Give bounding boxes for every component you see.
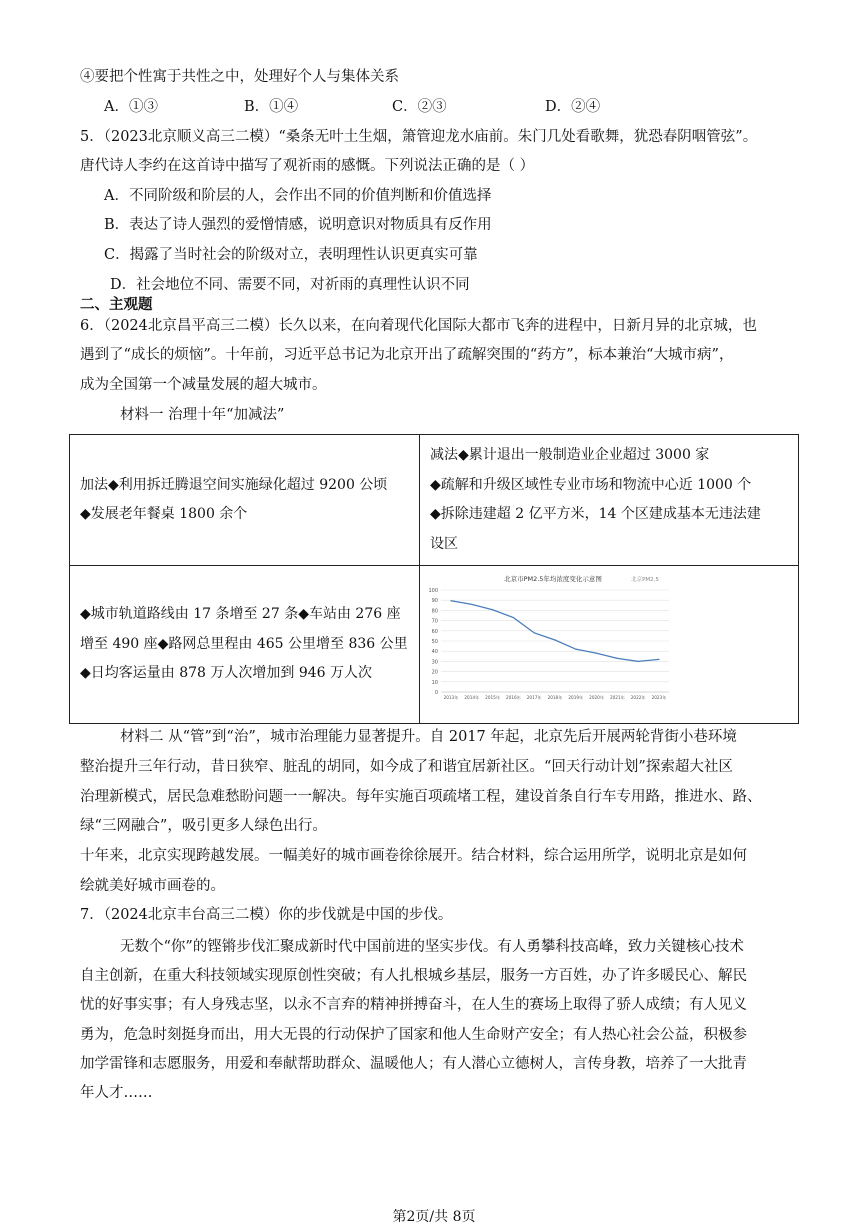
pm25-chart	[423, 570, 675, 710]
x-tick-label: 2023年	[651, 695, 667, 700]
y-tick-label: 0	[434, 690, 438, 696]
page-footer: 第2页/共 8页	[392, 1209, 476, 1225]
data-point	[658, 659, 659, 660]
cell-subtraction	[420, 435, 799, 566]
q7-stem: 7．（2024北京丰台高三二模）你的步伐就是中国的步伐。	[80, 907, 453, 923]
data-point	[450, 600, 451, 601]
y-tick-label: 100	[428, 588, 438, 594]
q7-para-line2: 自主创新，在重大科技领域实现原创性突破；有人扎根城乡基层，服务一方百姓，办了许多暖民心、解民	[80, 968, 747, 984]
material1-title: 材料一 治理十年“加减法”	[120, 407, 285, 423]
material2-line2: 整治提升三年行动，昔日狭窄、脏乱的胡同，如今成了和谐宜居新社区。“回天行动计划”探索超大社区	[80, 759, 733, 775]
sub-item-1: 减法◆累计退出一般制造业企业超过 3000 家	[430, 447, 710, 463]
section-title: 二、主观题	[80, 297, 153, 313]
q4-option-b[interactable]: B．①④	[244, 99, 299, 115]
data-point	[638, 661, 639, 662]
x-tick-label: 2017年	[526, 695, 542, 700]
y-tick-label: 40	[431, 649, 438, 656]
x-tick-label: 2019年	[568, 695, 584, 700]
x-tick-label: 2015年	[485, 695, 501, 700]
data-point	[596, 653, 597, 654]
y-tick-label: 30	[431, 659, 438, 666]
q5-stem-line2: 唐代诗人李约在这首诗中描写了观祈雨的感慨。下列说法正确的是（ ）	[80, 158, 535, 174]
y-tick-label: 50	[431, 639, 438, 645]
add-item-1: 加法◆利用拆迁腾退空间实施绿化超过 9200 公顷	[80, 476, 388, 493]
q6-question-line1: 十年来，北京实现跨越发展。一幅美好的城市画卷徐徐展开。结合材料，综合运用所学，说明北京是如何	[80, 848, 747, 864]
y-tick-label: 20	[431, 669, 438, 676]
q6-stem-line3: 成为全国第一个减量发展的超大城市。	[80, 377, 327, 393]
chart-title: 北京市PM2.5年均浓度变化示意图	[504, 575, 602, 583]
material2-line3: 治理新模式，居民急难愁盼问题一一解决。每年实施百项疏堵工程，建设首条自行车专用路，推进水、路、	[80, 789, 762, 805]
data-point	[575, 649, 576, 650]
q4-options	[104, 97, 600, 117]
sub-item-3: ◆拆除违建超 2 亿平方米，14 个区建成基本无违法建	[430, 506, 761, 522]
x-tick-label: 2013年	[443, 695, 459, 700]
q6-stem-line1: 6．（2024北京昌平高三二模）长久以来，在向着现代化国际大都市飞奔的进程中，日新月异的北京城，也	[80, 318, 757, 334]
cell-addition	[70, 435, 420, 566]
rail-item-1: ◆城市轨道路线由 17 条增至 27 条◆车站由 276 座	[80, 606, 401, 623]
x-tick-label: 2016年	[505, 695, 521, 700]
q5-option-d[interactable]: D．社会地位不同、需要不同，对祈雨的真理性认识不同	[110, 277, 470, 293]
data-point	[534, 632, 535, 633]
sub-item-4: 设区	[430, 535, 458, 552]
rail-item-2: 增至 490 座◆路网总里程由 465 公里增至 836 公里	[80, 635, 408, 652]
y-tick-label: 10	[431, 679, 438, 686]
q5-stem-line1: 5．（2023北京顺义高三二模）“桑条无叶土生烟，箫管迎龙水庙前。朱门几处看歌舞，犹恐春阴咽管弦”。	[80, 129, 758, 145]
sub-item-2: ◆疏解和升级区域性专业市场和物流中心近 1000 个	[430, 476, 752, 493]
q6-question-line2: 绘就美好城市画卷的。	[80, 878, 225, 894]
q7-para-line6: 年人才……	[80, 1085, 153, 1101]
add-item-2: ◆发展老年餐桌 1800 余个	[80, 506, 248, 522]
data-point	[471, 604, 472, 605]
x-tick-label: 2022年	[630, 695, 646, 700]
data-point	[492, 609, 493, 610]
data-point	[513, 617, 514, 618]
chart-legend: 北京PM2.5	[631, 577, 659, 583]
x-tick-label: 2021年	[609, 695, 625, 700]
cell-rail-transit	[70, 566, 420, 724]
q7-para-line4: 勇为，危急时刻挺身而出，用大无畏的行动保护了国家和他人生命财产安全；有人热心社会公益，积极参	[80, 1027, 747, 1043]
q4-option-d[interactable]: D．②④	[545, 99, 601, 115]
x-tick-label: 2018年	[547, 695, 563, 700]
x-tick-label: 2014年	[464, 695, 480, 700]
q5-option-c[interactable]: C．揭露了当时社会的阶级对立，表明理性认识更真实可靠	[104, 247, 478, 263]
q5-option-a[interactable]: A．不同阶级和阶层的人，会作出不同的价值判断和价值选择	[104, 188, 492, 204]
pm25-chart-svg	[423, 570, 675, 710]
y-tick-label: 60	[431, 628, 438, 635]
q7-para-line5: 加学雷锋和志愿服务，用爱和奉献帮助群众、温暖他人；有人潜心立德树人，言传身教，培养了一大批青	[80, 1056, 747, 1072]
q5-option-b[interactable]: B．表达了诗人强烈的爱憎情感，说明意识对物质具有反作用	[104, 217, 492, 233]
material2-line4: 绿“三网融合”，吸引更多人绿色出行。	[80, 818, 327, 834]
material2-line1: 材料二 从“管”到“治”，城市治理能力显著提升。自 2017 年起，北京先后开展两轮背街小巷环境	[120, 729, 737, 745]
q4-option-4: ④要把个性寓于共性之中，处理好个人与集体关系	[80, 69, 399, 85]
q4-option-a[interactable]: A．①③	[104, 99, 158, 115]
q6-stem-line2: 遇到了“成长的烦恼”。十年前，习近平总书记为北京开出了疏解突围的“药方”，标本兼治“大城市病”，	[80, 347, 734, 363]
y-tick-label: 80	[431, 608, 438, 615]
x-tick-label: 2020年	[589, 695, 605, 700]
data-point	[554, 639, 555, 640]
q7-para-line3: 忧的好事实事；有人身残志坚，以永不言弃的精神拼搏奋斗，在人生的赛场上取得了骄人成绩；有人见义	[80, 997, 747, 1013]
data-point	[617, 658, 618, 659]
rail-item-3: ◆日均客运量由 878 万人次增加到 946 万人次	[80, 665, 373, 682]
q4-option-c[interactable]: C．②③	[392, 99, 447, 115]
y-tick-label: 70	[431, 618, 438, 625]
q7-para-line1: 无数个“你”的铿锵步伐汇聚成新时代中国前进的坚实步伐。有人勇攀科技高峰，致力关键核心技术	[120, 939, 744, 955]
y-tick-label: 90	[431, 598, 438, 605]
